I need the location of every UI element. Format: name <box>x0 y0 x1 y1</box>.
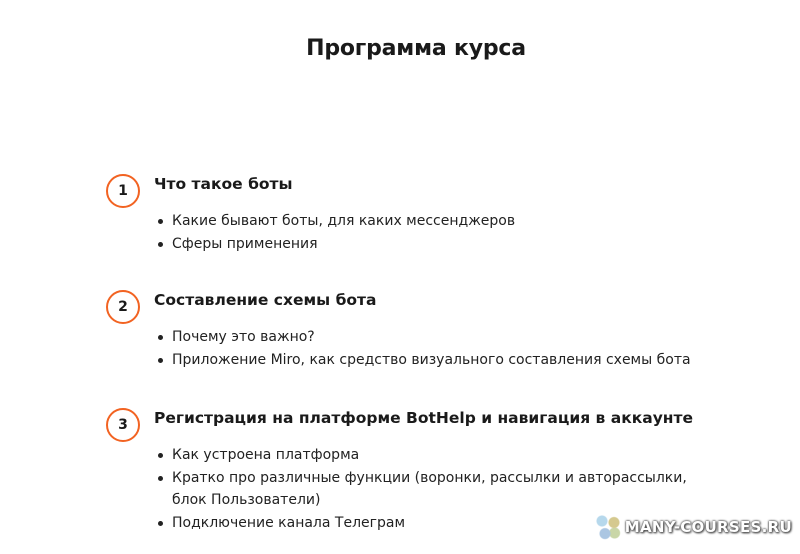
topic-item: Какие бывают боты, для каких мессенджеров <box>154 210 714 233</box>
topic-item: Как устроена платформа <box>154 444 714 467</box>
topic-list <box>154 210 714 255</box>
page-title: Программа курса <box>306 36 526 61</box>
module-number-badge: 3 <box>106 408 140 442</box>
module-title: Регистрация на платформе BotHelp и навигация в аккаунте <box>154 409 694 427</box>
topic-item: Почему это важно? <box>154 326 714 349</box>
topic-item: Кратко про различные функции (воронки, рассылки и авторассылки, блок Пользователи) <box>154 467 714 512</box>
module-title: Составление схемы бота <box>154 291 377 309</box>
watermark-text: MANY-COURSES.RU <box>624 518 792 536</box>
topic-item: Подключение канала Телеграм <box>154 512 714 535</box>
watermark-logo-icon <box>593 512 623 542</box>
watermark <box>593 512 792 542</box>
topic-list <box>154 326 714 371</box>
topic-item: Приложение Miro, как средство визуального составления схемы бота <box>154 349 714 372</box>
module-number-badge: 2 <box>106 290 140 324</box>
module-title: Что такое боты <box>154 175 293 193</box>
module-number-badge: 1 <box>106 174 140 208</box>
topic-item: Сферы применения <box>154 233 714 256</box>
